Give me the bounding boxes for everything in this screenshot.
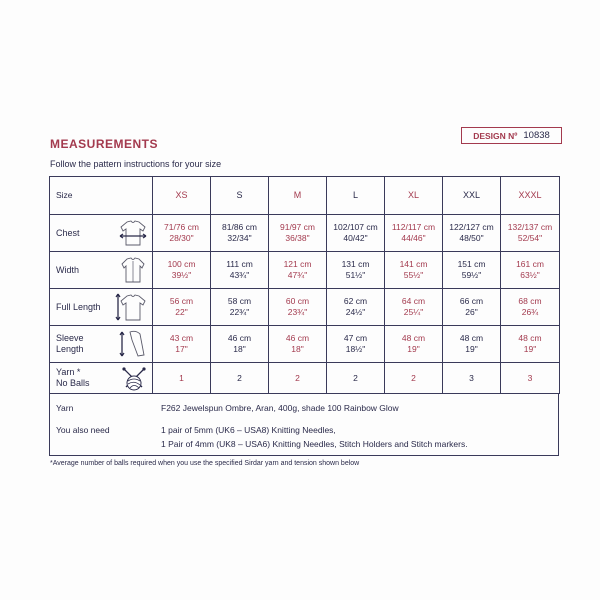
size-label: Size: [56, 190, 73, 201]
size-header-xl: [385, 177, 443, 215]
cm-value: 100 cm: [167, 259, 196, 270]
cm-value: 102/107 cm: [333, 222, 378, 233]
size-name: XXXL: [518, 189, 542, 200]
sleeve-length-cell: [443, 326, 501, 363]
sleeve-length-label-cell: [50, 326, 153, 363]
yarn-label-line1: Yarn *: [56, 367, 81, 378]
sleeve-length-cell: [269, 326, 327, 363]
inch-value: 52/54": [517, 233, 543, 243]
instructions-subtitle: Follow the pattern instructions for your size: [50, 159, 222, 169]
chest-row: [50, 215, 560, 252]
inch-value: 19": [407, 344, 420, 354]
yarn-balls-cell: [385, 363, 443, 394]
cm-value: 122/127 cm: [449, 222, 494, 233]
chest-measure-icon: [118, 218, 148, 248]
yarn-balls-cell: [211, 363, 269, 394]
also-need-line-1: 1 pair of 5mm (UK6 – USA8) Knitting Needles,: [161, 425, 336, 435]
chest-label-cell: [50, 215, 153, 252]
yarn-label: Yarn: [56, 403, 74, 413]
sleeve-length-cell: [385, 326, 443, 363]
cm-value: 68 cm: [518, 296, 542, 307]
inch-value: 47¾": [287, 270, 308, 280]
cm-value: 121 cm: [283, 259, 312, 270]
cm-value: 161 cm: [516, 259, 544, 270]
yarn-balls-label-cell: [50, 363, 153, 394]
size-header-xxl: [443, 177, 501, 215]
yarn-ball-needles-icon: [120, 364, 148, 392]
balls-value: 2: [411, 372, 416, 383]
cm-value: 81/86 cm: [222, 222, 257, 233]
yarn-balls-row: [50, 363, 560, 394]
yarn-label-line2: No Balls: [56, 378, 90, 388]
cm-value: 111 cm: [226, 259, 253, 270]
width-label-cell: [50, 252, 153, 289]
inch-value: 44/46": [401, 233, 426, 243]
cm-value: 46 cm: [227, 333, 252, 344]
sleeve-length-cell: [501, 326, 560, 363]
also-need-line-2: 1 Pair of 4mm (UK8 – USA6) Knitting Needles, Stitch Holders and Stitch markers.: [161, 439, 468, 449]
cm-value: 58 cm: [227, 296, 252, 307]
chest-label: Chest: [56, 227, 80, 238]
size-name: XL: [407, 189, 419, 200]
cm-value: 48 cm: [401, 333, 426, 344]
full-length-cell: [211, 289, 269, 326]
sleeve-length-cell: [211, 326, 269, 363]
inch-value: 26": [465, 307, 478, 317]
balls-value: 2: [295, 372, 300, 383]
chest-cell: [153, 215, 211, 252]
width-cell: [443, 252, 501, 289]
cm-value: 48 cm: [459, 333, 484, 344]
width-row: [50, 252, 560, 289]
sleeve-length-cell: [153, 326, 211, 363]
cm-value: 66 cm: [459, 296, 484, 307]
width-cell: [269, 252, 327, 289]
cm-value: 131 cm: [341, 259, 370, 270]
full-length-cell: [501, 289, 560, 326]
full-length-cell: [327, 289, 385, 326]
yarn-balls-cell: [269, 363, 327, 394]
sleeve-length-row: [50, 326, 560, 363]
full-length-cell: [385, 289, 443, 326]
cm-value: 43 cm: [169, 333, 194, 344]
width-cell: [211, 252, 269, 289]
balls-value: 2: [237, 372, 242, 383]
size-header-row: [50, 177, 560, 215]
inch-value: 39½": [171, 270, 192, 280]
width-cell: [153, 252, 211, 289]
size-header-m: [269, 177, 327, 215]
yarn-balls-cell: [327, 363, 385, 394]
full-length-label: Full Length: [56, 301, 101, 312]
size-name: L: [352, 189, 358, 200]
cm-value: 64 cm: [401, 296, 426, 307]
cm-value: 48 cm: [518, 333, 542, 344]
inch-value: 18": [291, 344, 304, 354]
full-length-cell: [269, 289, 327, 326]
cm-value: 62 cm: [343, 296, 368, 307]
cm-value: 151 cm: [457, 259, 486, 270]
inch-value: 25¼": [403, 307, 424, 317]
yarn-value: F262 Jewelspun Ombre, Aran, 400g, shade 100 Rainbow Glow: [161, 403, 399, 413]
inch-value: 32/34": [227, 233, 252, 243]
length-measure-icon: [114, 291, 148, 323]
chest-cell: [501, 215, 560, 252]
cm-value: 141 cm: [399, 259, 428, 270]
inch-value: 19": [523, 344, 537, 354]
also-need-label: You also need: [56, 425, 110, 435]
inch-value: 55½": [403, 270, 424, 280]
cm-value: 60 cm: [285, 296, 310, 307]
inch-value: 22": [175, 307, 188, 317]
inch-value: 63½": [520, 270, 540, 280]
sleeve-measure-icon: [114, 328, 148, 360]
full-length-label-cell: [50, 289, 153, 326]
inch-value: 17": [175, 344, 188, 354]
size-header-xxxl: [501, 177, 560, 215]
inch-value: 40/42": [343, 233, 368, 243]
size-name: S: [236, 189, 243, 200]
cm-value: 47 cm: [343, 333, 368, 344]
design-number: 10838: [523, 130, 550, 141]
balls-value: 3: [527, 372, 533, 383]
inch-value: 48/50": [459, 233, 484, 243]
width-cell: [501, 252, 560, 289]
size-name: XXL: [462, 189, 480, 200]
sleeve-length-label: Sleeve Length: [56, 333, 84, 354]
size-name: XS: [175, 189, 188, 200]
yarn-balls-cell: [501, 363, 560, 394]
design-label: DESIGN Nº: [473, 130, 518, 141]
size-header-xs: [153, 177, 211, 215]
inch-value: 59½": [461, 270, 482, 280]
materials-box: [49, 393, 559, 456]
size-name: M: [293, 189, 302, 200]
size-header-l: [327, 177, 385, 215]
full-length-cell: [443, 289, 501, 326]
yarn-balls-cell: [443, 363, 501, 394]
balls-value: 1: [179, 372, 184, 383]
width-measure-icon: [118, 255, 148, 285]
size-header-s: [211, 177, 269, 215]
inch-value: 26¾: [521, 307, 539, 317]
balls-value: 3: [469, 372, 474, 383]
full-length-row: [50, 289, 560, 326]
chest-cell: [443, 215, 501, 252]
inch-value: 19": [465, 344, 478, 354]
inch-value: 51½": [345, 270, 366, 280]
balls-value: 2: [353, 372, 358, 383]
inch-value: 28/30": [169, 233, 194, 243]
size-label-cell: [50, 177, 153, 215]
full-length-cell: [153, 289, 211, 326]
width-cell: [385, 252, 443, 289]
measurements-table: [49, 176, 560, 394]
inch-value: 22¾": [229, 307, 250, 317]
width-cell: [327, 252, 385, 289]
cm-value: 56 cm: [169, 296, 194, 307]
chest-cell: [327, 215, 385, 252]
inch-value: 24½": [345, 307, 366, 317]
inch-value: 18½": [345, 344, 366, 354]
cm-value: 112/117 cm: [391, 222, 436, 233]
inch-value: 43¾": [229, 270, 250, 280]
yarn-balls-label: [56, 367, 90, 389]
inch-value: 23¾": [287, 307, 308, 317]
footnote: *Average number of balls required when you use the specified Sirdar yarn and tension shown below: [50, 460, 360, 467]
cm-value: 91/97 cm: [280, 222, 315, 233]
cm-value: 46 cm: [285, 333, 310, 344]
chest-cell: [211, 215, 269, 252]
cm-value: 132/137 cm: [507, 222, 553, 233]
inch-value: 36/38": [285, 233, 310, 243]
sleeve-length-cell: [327, 326, 385, 363]
inch-value: 18": [233, 344, 246, 354]
width-label: Width: [56, 264, 80, 275]
chest-cell: [269, 215, 327, 252]
yarn-balls-cell: [153, 363, 211, 394]
chest-cell: [385, 215, 443, 252]
page-title: MEASUREMENTS: [50, 137, 159, 151]
design-number-box: [461, 127, 562, 144]
cm-value: 71/76 cm: [164, 222, 199, 233]
